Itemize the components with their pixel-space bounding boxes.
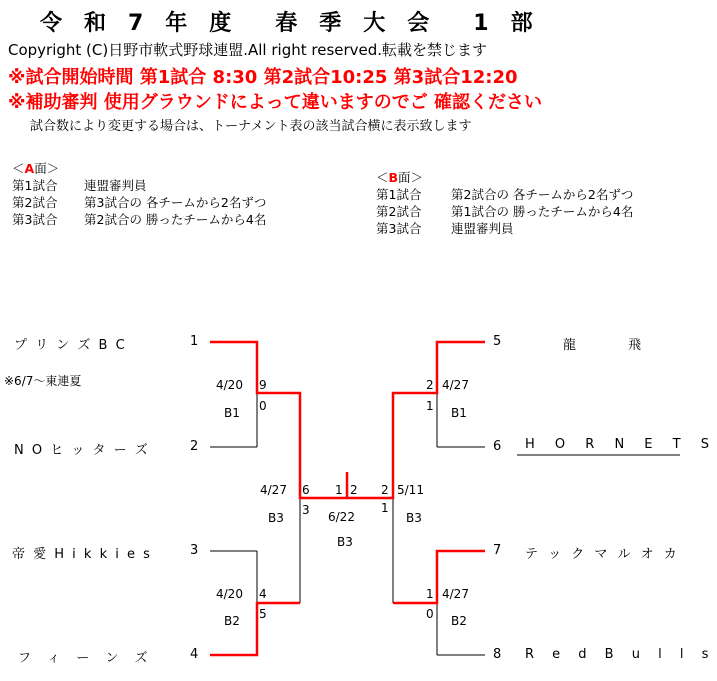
team-seed: 1 (190, 334, 199, 349)
match-score-top: 1 (426, 587, 434, 601)
match-field: B1 (224, 406, 240, 420)
field-a-row-duty: 第3試合の 各チームから2名ずつ (84, 195, 267, 210)
match-score-bottom: 5 (259, 607, 267, 621)
match-score-top: 4 (259, 587, 267, 601)
winner-path (210, 603, 300, 655)
final-score-left: 1 (335, 483, 343, 497)
match-field: B3 (268, 511, 284, 525)
match-date: 4/20 (216, 378, 243, 392)
match-score-top: 6 (302, 483, 310, 497)
match-date: 4/27 (442, 587, 469, 601)
team-seed: 4 (190, 647, 199, 662)
final-score-right: 2 (350, 483, 358, 497)
field-a-heading-open: ＜ (12, 161, 25, 176)
team-seed: 5 (493, 334, 502, 349)
team-name: プ リ ン ズ B C (14, 338, 127, 353)
match-date: 5/11 (397, 483, 424, 497)
match-score-bottom: 0 (426, 607, 434, 621)
match-date: 4/20 (216, 587, 243, 601)
field-a-row-match: 第3試合 (12, 212, 58, 227)
team-remark: ※6/7〜東連夏 (4, 374, 82, 388)
field-b-row-duty: 第2試合の 各チームから2名ずつ (451, 187, 634, 202)
field-a-heading-close: 面＞ (34, 161, 60, 176)
winner-path (393, 551, 485, 603)
team-name: H O R N E T S (525, 437, 717, 452)
team-seed: 2 (190, 439, 199, 454)
change-note: 試合数により変更する場合は、トーナメント表の該当試合横に表示致します (30, 119, 472, 134)
match-field: B2 (224, 614, 240, 628)
team-name: R e d B u l l s (525, 647, 716, 662)
match-score-bottom: 0 (259, 399, 267, 413)
match-date: 4/27 (442, 378, 469, 392)
match-field: B2 (451, 614, 467, 628)
winner-path (347, 342, 485, 498)
team-seed: 8 (493, 647, 502, 662)
team-name: テ ッ ク マ ル オ カ (525, 547, 680, 562)
field-b-row-match: 第1試合 (376, 187, 422, 202)
match-field: B3 (406, 511, 422, 525)
field-b-heading-open: ＜ (376, 170, 389, 185)
field-b-heading-close: 面＞ (398, 170, 424, 185)
team-name: 帝 愛 H i k k i e s (12, 547, 152, 562)
match-score-top: 9 (259, 378, 267, 392)
match-score-top: 2 (426, 378, 434, 392)
match-score-bottom: 3 (302, 503, 310, 517)
winner-path (210, 342, 347, 498)
team-seed: 7 (493, 543, 502, 558)
schedule-text: ※試合開始時間 第1試合 8:30 第2試合10:25 第3試合12:20 (8, 67, 518, 88)
team-name: フ ィ ー ン ズ (18, 651, 154, 666)
field-b-heading-face: B (388, 170, 399, 185)
match-field: B1 (451, 406, 467, 420)
field-a-row-duty: 第2試合の 勝ったチームから4名 (84, 212, 267, 227)
field-a-row-duty: 連盟審判員 (84, 178, 147, 193)
team-name: N O ヒ ッ タ ー ズ (14, 443, 150, 458)
team-name: 龍 飛 (563, 338, 642, 353)
field-b-row-duty: 連盟審判員 (451, 221, 514, 236)
field-a-row-match: 第2試合 (12, 195, 58, 210)
team-seed: 3 (190, 543, 199, 558)
final-field: B3 (337, 535, 353, 549)
field-b-row-match: 第3試合 (376, 221, 422, 236)
umpire-note: ※補助審判 使用グラウンドによって違いますのでご 確認ください (8, 92, 543, 113)
match-date: 4/27 (260, 483, 287, 497)
copyright-text: Copyright (C)日野市軟式野球連盟.All right reserved.転載を禁じます (8, 41, 488, 59)
match-score-bottom: 1 (381, 501, 389, 515)
field-b-row-match: 第2試合 (376, 204, 422, 219)
match-score-top: 2 (381, 483, 389, 497)
match-score-bottom: 1 (426, 399, 434, 413)
final-date: 6/22 (328, 510, 355, 524)
field-a-row-match: 第1試合 (12, 178, 58, 193)
field-a-heading-face: A (24, 161, 35, 176)
team-seed: 6 (493, 439, 502, 454)
field-b-row-duty: 第1試合の 勝ったチームから4名 (451, 204, 634, 219)
page-title: 令 和 7 年 度 春 季 大 会 1 部 (40, 11, 533, 36)
